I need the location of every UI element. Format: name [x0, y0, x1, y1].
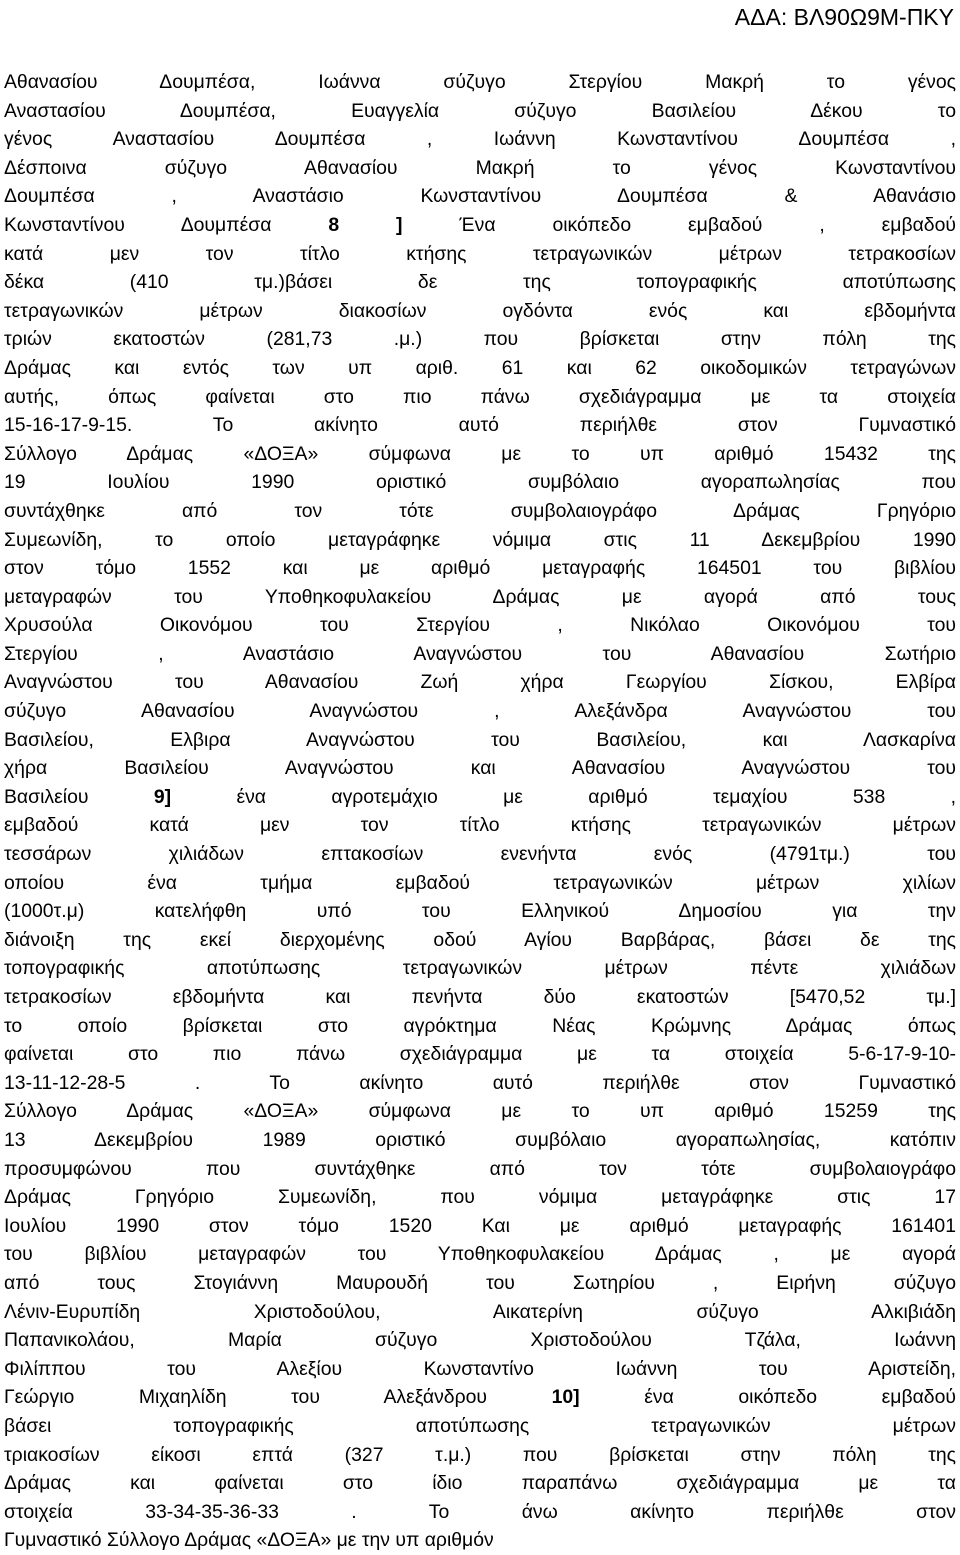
text-segment: (1000τ.μ) κατελήφθη υπό του Ελληνικού Δημοσίου για την: [4, 900, 956, 923]
text-segment: Δράμας και εντός των υπ αριθ. 61 και 62 οικοδομικών τετραγώνων: [4, 356, 956, 379]
text-line: [4, 611, 956, 640]
text-line: [4, 668, 956, 697]
text-line: [4, 1383, 956, 1412]
text-segment: δέκα (410 τμ.)βάσει δε της τοπογραφικής αποτύπωσης: [4, 271, 956, 294]
text-segment: Γεώργιο Μιχαηλίδη του Αλεξάνδρου: [4, 1386, 552, 1409]
text-line: [4, 1469, 956, 1498]
text-segment: τριακοσίων είκοσι επτά (327 τ.μ.) που βρίσκεται στην πόλη της: [4, 1443, 956, 1466]
text-segment: αυτής, όπως φαίνεται στο πιο πάνω σχεδιάγραμμα με τα στοιχεία: [4, 385, 956, 408]
text-segment: τοπογραφικής αποτύπωσης τετραγωνικών μέτρων πέντε χιλιάδων: [4, 957, 956, 980]
text-line: [4, 440, 956, 469]
text-line: [4, 125, 956, 154]
text-segment: στοιχεία 33-34-35-36-33 . Το άνω ακίνητο περιήλθε στον: [4, 1500, 956, 1523]
text-segment: Λένιν-Ευρυπίδη Χριστοδούλου, Αικατερίνη σύζυγο Αλκιβιάδη: [4, 1300, 956, 1323]
text-segment: 13-11-12-28-5 . Το ακίνητο αυτό περιήλθε στον Γυμναστικό: [4, 1071, 956, 1094]
text-line: [4, 1298, 956, 1327]
text-line: [4, 869, 956, 898]
text-segment: Αναγνώστου του Αθανασίου Ζωή χήρα Γεωργίου Σίσκου, Ελβίρα: [4, 671, 956, 694]
text-segment: 13 Δεκεμβρίου 1989 οριστικό συμβόλαιο αγοραπωλησίας, κατόπιν: [4, 1128, 956, 1151]
text-segment: σύζυγο Αθανασίου Αναγνώστου , Αλεξάνδρα Αναγνώστου του: [4, 700, 956, 723]
text-line: [4, 297, 956, 326]
text-line: [4, 211, 956, 240]
text-line: [4, 754, 956, 783]
text-line: [4, 1126, 956, 1155]
text-line: [4, 811, 956, 840]
text-segment: Δουμπέσα , Αναστάσιο Κωνσταντίνου Δουμπέσα & Αθανάσιο: [4, 185, 956, 208]
ada-header: ΑΔΑ: ΒΛ90Ω9Μ-ΠΚΥ: [734, 4, 954, 30]
text-line: [4, 1441, 956, 1470]
text-segment: Κωνσταντίνου Δουμπέσα: [4, 213, 329, 236]
text-segment: Γυμναστικό Σύλλογο Δράμας «ΔΟΞΑ» με την υπ αριθμόν: [4, 1529, 494, 1552]
text-line: [4, 1097, 956, 1126]
text-segment: οποίου ένα τμήμα εμβαδού τετραγωνικών μέτρων χιλίων: [4, 871, 956, 894]
text-segment: Παπανικολάου, Μαρία σύζυγο Χριστοδούλου Τζάλα, Ιωάννη: [4, 1329, 956, 1352]
text-segment: Αναστασίου Δουμπέσα, Ευαγγελία σύζυγο Βασιλείου Δέκου το: [4, 99, 956, 122]
text-line: [4, 354, 956, 383]
text-segment: Δέσποινα σύζυγο Αθανασίου Μακρή το γένος Κωνσταντίνου: [4, 156, 956, 179]
text-segment: βάσει τοπογραφικής αποτύπωσης τετραγωνικών μέτρων: [4, 1414, 956, 1437]
text-segment: Ένα οικόπεδο εμβαδού , εμβαδού: [402, 213, 956, 236]
text-segment: τριών εκατοστών (281,73 .μ.) που βρίσκεται στην πόλη της: [4, 328, 956, 351]
text-line: [4, 97, 956, 126]
document-body: [4, 68, 956, 1555]
text-line: [4, 268, 956, 297]
text-line: [4, 154, 956, 183]
text-line: [4, 840, 956, 869]
item-number: 10]: [551, 1386, 580, 1409]
text-segment: από τους Στογιάννη Μαυρουδή του Σωτηρίου , Ειρήνη σύζυγο: [4, 1271, 956, 1294]
text-segment: φαίνεται στο πιο πάνω σχεδιάγραμμα με τα στοιχεία 5-6-17-9-10-: [4, 1043, 956, 1066]
text-segment: Δράμας Γρηγόριο Συμεωνίδη, που νόμιμα μεταγράφηκε στις 17: [4, 1186, 956, 1209]
text-segment: Αθανασίου Δουμπέσα, Ιωάννα σύζυγο Στεργίου Μακρή το γένος: [4, 71, 956, 93]
text-line: [4, 526, 956, 555]
item-number: 8 ]: [328, 213, 403, 236]
text-line: [4, 640, 956, 669]
text-segment: τετραγωνικών μέτρων διακοσίων ογδόντα ενός και εβδομήντα: [4, 299, 956, 322]
text-segment: τεσσάρων χιλιάδων επτακοσίων ενενήντα ενός (4791τμ.) του: [4, 843, 956, 866]
text-line: [4, 1526, 956, 1555]
text-segment: ένα οικόπεδο εμβαδού: [579, 1386, 956, 1409]
text-segment: Φιλίππου του Αλεξίου Κωνσταντίνο Ιωάννη του Αριστείδη,: [4, 1357, 956, 1380]
text-segment: κατά μεν τον τίτλο κτήσης τετραγωνικών μέτρων τετρακοσίων: [4, 242, 956, 265]
text-line: [4, 1412, 956, 1441]
text-line: [4, 1183, 956, 1212]
text-line: [4, 1240, 956, 1269]
text-line: [4, 583, 956, 612]
text-segment: τετρακοσίων εβδομήντα και πενήντα δύο εκατοστών [5470,52 τμ.]: [4, 986, 956, 1008]
text-line: [4, 1326, 956, 1355]
text-line: [4, 325, 956, 354]
text-segment: συντάχθηκε από τον τότε συμβολαιογράφο Δράμας Γρηγόριο: [4, 499, 956, 522]
item-number: 9]: [153, 785, 172, 808]
text-segment: προσυμφώνου που συντάχθηκε από τον τότε συμβολαιογράφο: [4, 1157, 956, 1180]
text-line: [4, 240, 956, 269]
text-segment: Συμεωνίδη, το οποίο μεταγράφηκε νόμιμα στις 11 Δεκεμβρίου 1990: [4, 528, 956, 551]
text-segment: Βασιλείου, Ελβιρα Αναγνώστου του Βασιλείου, και Λασκαρίνα: [4, 728, 956, 751]
text-line: [4, 726, 956, 755]
text-segment: μεταγραφών του Υποθηκοφυλακείου Δράμας με αγορά από τους: [4, 585, 956, 608]
text-line: [4, 983, 956, 1012]
text-line: [4, 1269, 956, 1298]
text-segment: Στεργίου , Αναστάσιο Αναγνώστου του Αθανασίου Σωτήριο: [4, 642, 956, 665]
text-segment: χήρα Βασιλείου Αναγνώστου και Αθανασίου Αναγνώστου του: [4, 757, 956, 780]
text-line: [4, 497, 956, 526]
text-segment: το οποίο βρίσκεται στο αγρόκτημα Νέας Κρώμνης Δράμας όπως: [4, 1014, 956, 1037]
text-segment: 19 Ιουλίου 1990 οριστικό συμβόλαιο αγοραπωλησίας που: [4, 471, 956, 494]
text-line: [4, 182, 956, 211]
text-line: [4, 1212, 956, 1241]
text-segment: εμβαδού κατά μεν τον τίτλο κτήσης τετραγωνικών μέτρων: [4, 814, 956, 837]
text-segment: ένα αγροτεμάχιο με αριθμό τεμαχίου 538 ,: [171, 785, 956, 808]
text-line: [4, 783, 956, 812]
text-line: [4, 1040, 956, 1069]
text-segment: στον τόμο 1552 και με αριθμό μεταγραφής 164501 του βιβλίου: [4, 557, 956, 580]
text-segment: διάνοιξη της εκεί διερχομένης οδού Αγίου Βαρβάρας, βάσει δε της: [4, 928, 956, 951]
text-segment: Χρυσούλα Οικονόμου του Στεργίου , Νικόλαο Οικονόμου του: [4, 614, 956, 637]
text-segment: Σύλλογο Δράμας «ΔΟΞΑ» σύμφωνα με το υπ αριθμό 15432 της: [4, 442, 956, 465]
text-line: [4, 1498, 956, 1527]
text-segment: του βιβλίου μεταγραφών του Υποθηκοφυλακείου Δράμας , με αγορά: [4, 1243, 956, 1266]
text-segment: γένος Αναστασίου Δουμπέσα , Ιωάννη Κωνσταντίνου Δουμπέσα ,: [4, 128, 956, 151]
text-line: [4, 1012, 956, 1041]
text-line: [4, 897, 956, 926]
text-segment: Ιουλίου 1990 στον τόμο 1520 Και με αριθμό μεταγραφής 161401: [4, 1214, 956, 1237]
text-line: [4, 1355, 956, 1384]
text-segment: Σύλλογο Δράμας «ΔΟΞΑ» σύμφωνα με το υπ αριθμό 15259 της: [4, 1100, 956, 1123]
text-line: [4, 554, 956, 583]
text-segment: Δράμας και φαίνεται στο ίδιο παραπάνω σχεδιάγραμμα με τα: [4, 1472, 956, 1495]
text-segment: Βασιλείου: [4, 785, 154, 808]
text-line: [4, 411, 956, 440]
text-line: [4, 954, 956, 983]
text-line: [4, 926, 956, 955]
text-line: [4, 1155, 956, 1184]
text-line: [4, 1069, 956, 1098]
text-line: [4, 68, 956, 97]
text-line: [4, 383, 956, 412]
text-segment: 15-16-17-9-15. Το ακίνητο αυτό περιήλθε στον Γυμναστικό: [4, 414, 956, 437]
text-line: [4, 697, 956, 726]
text-line: [4, 468, 956, 497]
